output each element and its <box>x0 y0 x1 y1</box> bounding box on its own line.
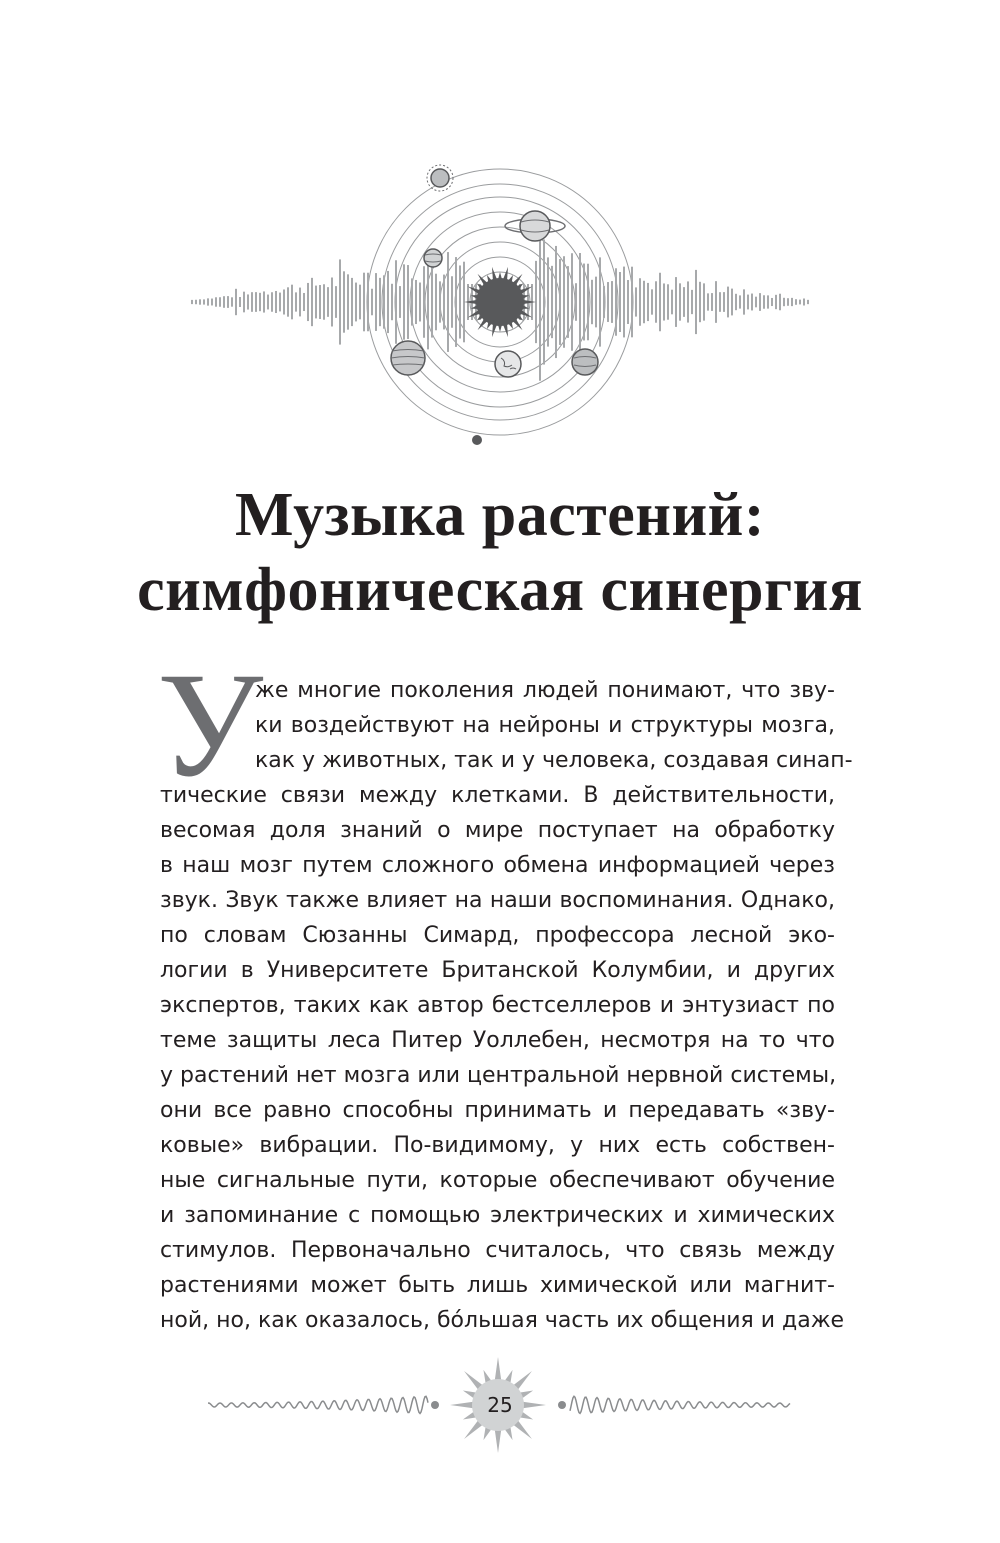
text-line: тические связи между клетками. В действительности, <box>160 783 835 808</box>
text-line: логии в Университете Британской Колумбии, и других <box>160 958 835 983</box>
chapter-title <box>0 478 1000 628</box>
text-line: экспертов, таких как автор бестселлеров и энтузиаст по <box>160 993 835 1018</box>
text-line: они все равно способны принимать и передавать «зву- <box>160 1098 835 1123</box>
planet-small-sun-icon <box>427 165 453 191</box>
page-number: 25 <box>487 1393 513 1417</box>
planet-right-icon <box>572 349 598 375</box>
text-line: ки воздействуют на нейроны и структуры мозга, <box>255 713 835 738</box>
dot-left-icon <box>431 1401 439 1409</box>
text-line: ковые» вибрации. По-видимому, у них есть собствен- <box>160 1133 835 1158</box>
text-line: и запоминание с помощью электрических и химических <box>160 1203 835 1228</box>
text-line: ной, но, как оказалось, бóльшая часть их общения и даже <box>160 1308 845 1333</box>
planet-jupiter-icon <box>391 341 425 375</box>
solar-system-soundwave-illustration <box>190 150 810 450</box>
planet-earth-icon <box>495 351 521 377</box>
wavy-line-left-icon <box>208 1396 428 1413</box>
small-moon-icon <box>472 435 482 445</box>
text-line: ные сигнальные пути, которые обеспечивают обучение <box>160 1168 835 1193</box>
text-line: как у животных, так и у человека, создавая синап- <box>255 748 853 773</box>
dot-right-icon <box>558 1401 566 1409</box>
chapter-title-line-2: симфоническая синергия <box>137 556 863 624</box>
text-line: же многие поколения людей понимают, что зву- <box>255 678 835 703</box>
planet-saturn-icon <box>505 211 565 241</box>
text-line: по словам Сюзанны Симард, профессора лесной эко- <box>160 923 835 948</box>
text-line: стимулов. Первоначально считалось, что связь между <box>160 1238 835 1263</box>
text-line: весомая доля знаний о мире поступает на обработку <box>160 818 835 843</box>
wavy-line-right-icon <box>570 1396 790 1413</box>
drop-cap: У <box>157 642 264 808</box>
text-line: у растений нет мозга или центральной нервной системы, <box>160 1063 837 1088</box>
text-line: теме защиты леса Питер Уоллебен, несмотря на то что <box>160 1028 835 1053</box>
chapter-title-line-1: Музыка растений: <box>234 481 766 549</box>
text-line: звук. Звук также влияет на наши воспоминания. Однако, <box>160 888 835 913</box>
sun-icon <box>464 267 536 337</box>
text-line: растениями может быть лишь химической или магнит- <box>160 1273 835 1298</box>
planet-small-icon <box>424 249 442 267</box>
text-line: в наш мозг путем сложного обмена информацией через <box>160 853 835 878</box>
